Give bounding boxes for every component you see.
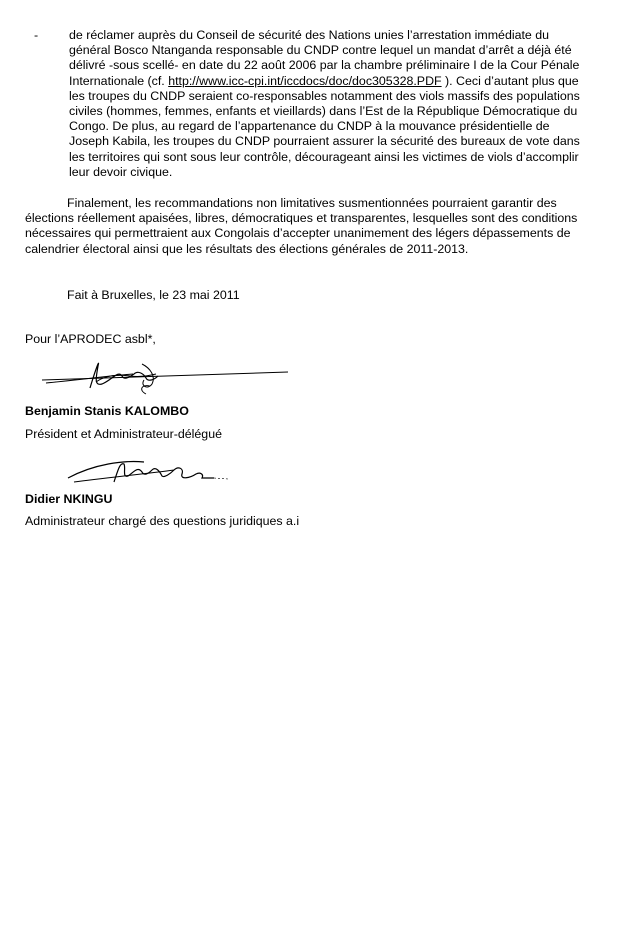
signatory-name-1: Benjamin Stanis KALOMBO <box>25 404 189 418</box>
bullet-line-2: général Bosco Ntanganda responsable du CNDP contre lequel un mandat d’arrêt a déjà été <box>69 43 572 58</box>
signatory-name-2: Didier NKINGU <box>25 492 113 506</box>
conclusion-line-3: nécessaires qui permettraient aux Congolais d’accepter unanimement des légers dépassements de <box>25 226 571 241</box>
bullet-line-9: les territoires qui sont sous leur contrôle, décourageant ainsi les victimes de viols d’accomplir <box>69 149 579 164</box>
conclusion-line-1: Finalement, les recommandations non limitatives susmentionnées pourraient garantir des <box>67 196 557 210</box>
signature-nkingu <box>64 452 234 490</box>
icc-document-link[interactable]: http://www.icc-cpi.int/iccdocs/doc/doc305328.PDF <box>168 73 442 88</box>
conclusion-line-4: calendrier électoral ainsi que les résultats des élections générales de 2011-2013. <box>25 241 469 256</box>
bullet-dash: - <box>34 28 39 42</box>
link-prefix: Internationale (cf. <box>69 73 169 88</box>
bullet-line-5: les troupes du CNDP seraient co-responsables notamment des viols massifs des populations <box>69 88 580 103</box>
bullet-line-link <box>69 74 620 89</box>
date-place-line: Fait à Bruxelles, le 23 mai 2011 <box>67 288 240 302</box>
conclusion-line-2: élections réellement apaisées, libres, démocratiques et transparentes, lesquelles sont des conditions <box>25 211 578 226</box>
bullet-line-6: civiles (hommes, femmes, enfants et vieillards) dans l’Est de la République Démocratique du <box>69 104 578 119</box>
bullet-line-8: Joseph Kabila, les troupes du CNDP pourraient assurer la sécurité des bureaux de vote dans <box>69 134 580 149</box>
conclusion-paragraph <box>25 196 620 257</box>
bullet-text <box>69 28 620 180</box>
bullet-line-3: délivré -sous scellé- en date du 22 août 2006 par la chambre préliminaire I de la Cour Pénale <box>69 58 580 73</box>
bullet-line-7: Congo. De plus, au regard de l’appartenance du CNDP à la mouvance présidentielle de <box>69 119 550 134</box>
organization-line: Pour l’APRODEC asbl*, <box>25 332 156 346</box>
signature-kalombo <box>38 350 298 400</box>
bullet-line-1: de réclamer auprès du Conseil de sécurité des Nations unies l’arrestation immédiate du <box>69 28 550 42</box>
bullet-line-10: leur devoir civique. <box>69 164 173 179</box>
signatory-role-2: Administrateur chargé des questions juridiques a.i <box>25 514 300 528</box>
link-suffix: ). Ceci d’autant plus que <box>441 73 579 88</box>
signatory-role-1: Président et Administrateur-délégué <box>25 427 222 441</box>
